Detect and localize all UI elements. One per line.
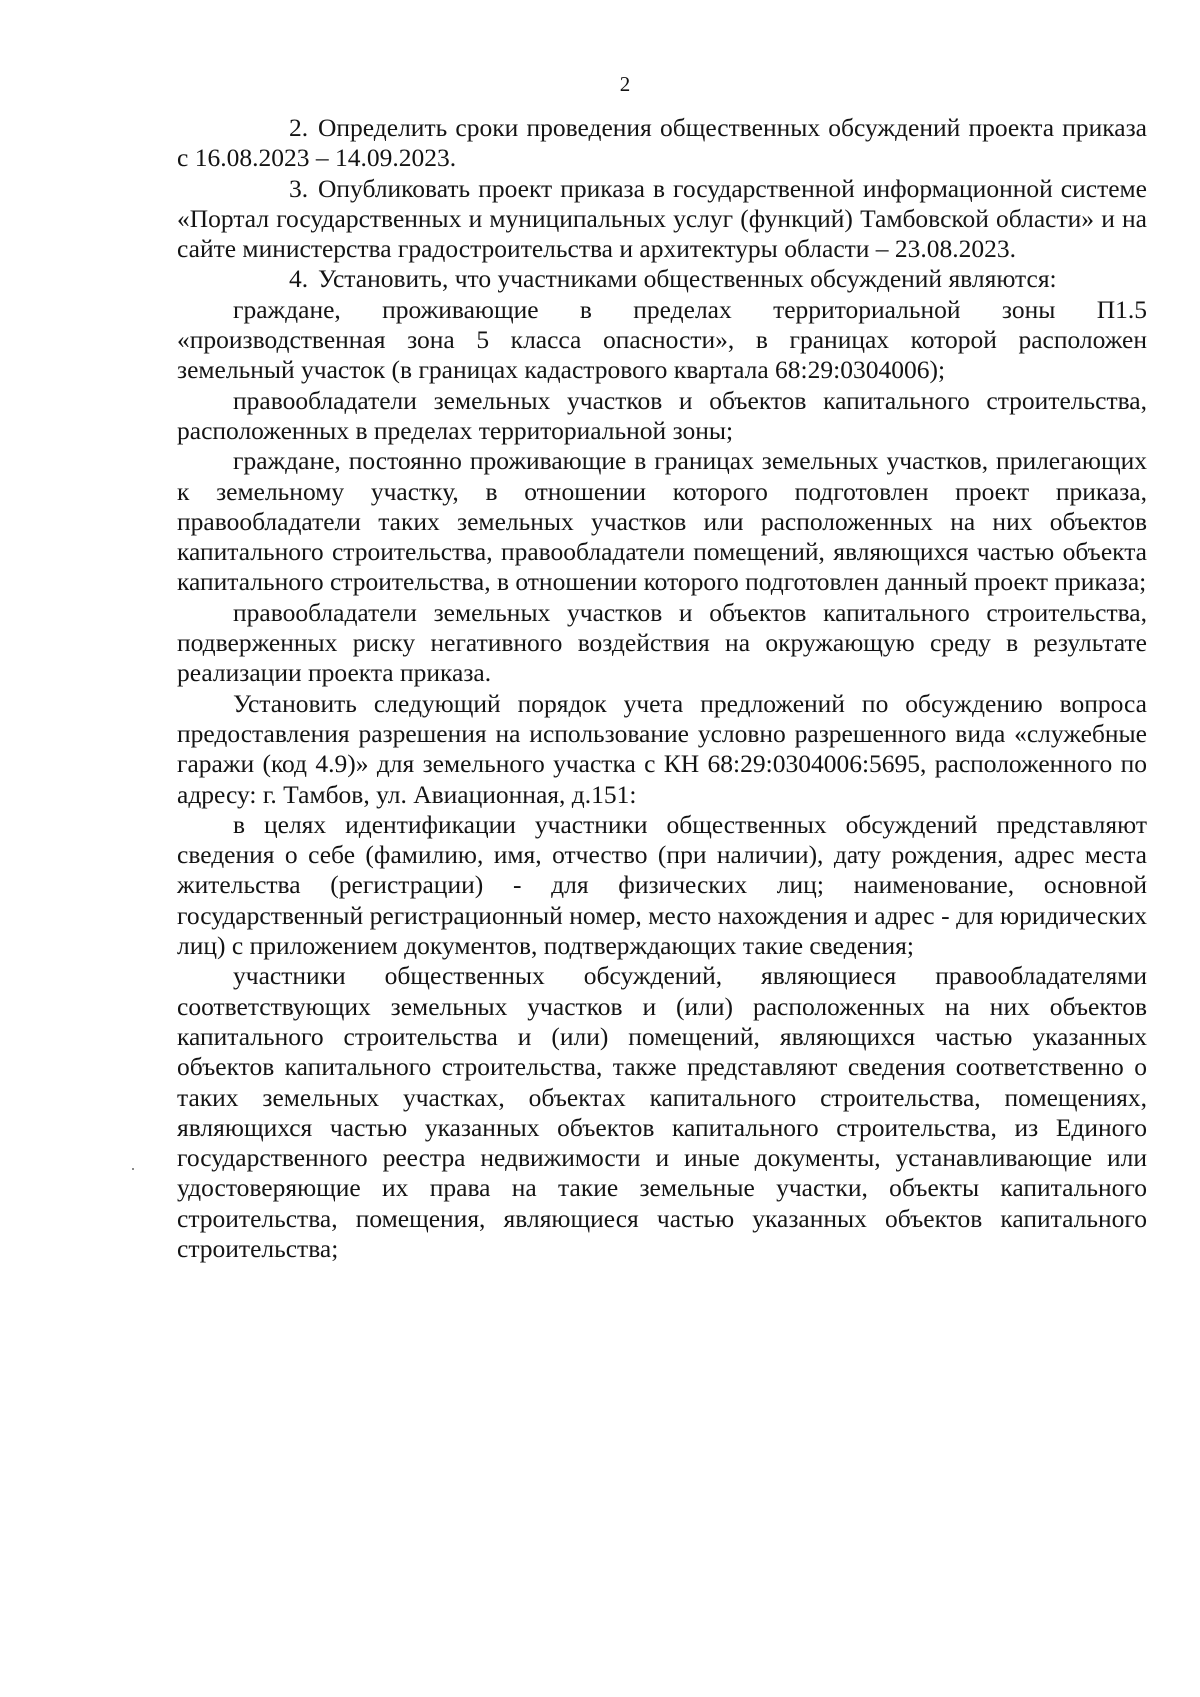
procedure-intro-paragraph: Установить следующий порядок учета предложений по обсуждению вопроса предоставления разрешения на использование условно разрешенного вида «служебные гаражи (код 4.9)» для земельного участка с КН 68:29:0304006:5695, расположенного по адресу: г. Тамбов, ул. Авиационная, д.151: [177,688,1147,809]
participants-paragraph: граждане, проживающие в пределах территориальной зоны П1.5 «производственная зона 5 класса опасности», в границах которой расположен земельный участок (в границах кадастрового квартала 68:29:0304006); [177,294,1147,385]
participants-paragraph: правообладатели земельных участков и объектов капитального строительства, расположенных в пределах территориальной зоны; [177,385,1147,445]
item-number: 3. [289,173,309,203]
item-4-paragraph [177,264,1147,294]
participants-paragraph: граждане, постоянно проживающие в границах земельных участков, прилегающих к земельному участку, в отношении которого подготовлен проект приказа, правообладатели таких земельных участков или расположенных на них объектов капитального строительства, правообладатели помещений, являющихся частью объекта капитального строительства, в отношении которого подготовлен данный проект приказа; [177,446,1147,597]
item-text: Определить сроки проведения общественных обсуждений проекта приказа с 16.08.2023 – 14.09.2023. [177,113,1147,173]
item-number: 4. [289,264,309,294]
item-3-paragraph [177,174,1147,265]
scan-artifact-dot [132,1168,134,1170]
participants-paragraph: правообладатели земельных участков и объектов капитального строительства, подверженных риску негативного воздействия на окружающую среду в результате реализации проекта приказа. [177,597,1147,688]
document-body [177,113,1147,1264]
procedure-paragraph: участники общественных обсуждений, являющиеся правообладателями соответствующих земельных участков и (или) расположенных на них объектов капитального строительства и (или) помещений, являющихся частью указанных объектов капитального строительства, также представляют сведения соответственно о таких земельных участках, объектах капитального строительства, помещениях, являющихся частью указанных объектов капитального строительства, из Единого государственного реестра недвижимости и иные документы, устанавливающие или удостоверяющие их права на такие земельные участки, объекты капитального строительства, помещения, являющиеся частью указанных объектов капитального строительства; [177,961,1147,1263]
item-number: 2. [289,113,309,142]
item-2-paragraph [177,113,1147,174]
item-text: Опубликовать проект приказа в государственной информационной системе «Портал государственных и муниципальных услуг (функций) Тамбовской области» и на сайте министерства градостроительства и архитектуры области – 23.08.2023. [177,173,1147,264]
procedure-paragraph: в целях идентификации участники общественных обсуждений представляют сведения о себе (фамилию, имя, отчество (при наличии), дату рождения, адрес места жительства (регистрации) - для физических лиц; наименование, основной государственный регистрационный номер, место нахождения и адрес - для юридических лиц) с приложением документов, подтверждающих такие сведения; [177,809,1147,961]
page-number: 2 [619,72,631,96]
item-text: Установить, что участниками общественных обсуждений являются: [318,264,1057,294]
